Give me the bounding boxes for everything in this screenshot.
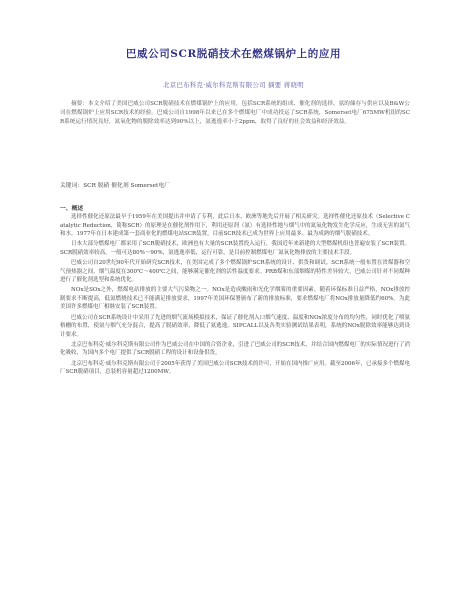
keywords: 关键词：SCR 脱硝 催化剂 Somerset电厂 <box>60 183 170 189</box>
paragraph: 北京巴布科克·威尔科克斯有限公司于2005年获得了美国巴威公司SCR技术的许可，开始在国内推广应用。截至2006年，已承接多个燃煤电厂SCR脱硝项目，总装机容量超过1200MW。 <box>60 360 410 376</box>
abstract <box>60 100 410 128</box>
abstract-text: 摘要：本文介绍了美国巴威公司SCR脱硝技术在燃煤锅炉上的应用，包括SCR系统的组成、催化剂的选择、氨的储存与供应以及B&W公司在燃煤锅炉上应用SCR技术的经验。巴威公司自1998年以来已在多个燃煤电厂中成功投运了SCR系统，Somerset电厂675MW机组的SCR系统运行情况良好，氮氧化物的脱除效率达到90%以上，氨逃逸率小于2ppm，取得了良好的社会效益和经济效益。 <box>60 101 410 125</box>
paragraph: 巴威公司在SCR系统设计中采用了先进的烟气流场模拟技术，保证了催化剂入口烟气速度、温度和NOx浓度分布的均匀性，同时优化了喷氨格栅的布置，使氨与烟气充分混合，提高了脱硝效率，降低了氨逃逸。SIPCALL以及各类实验测试结果表明，系统的NOx脱除效率能够达到设计要求。 <box>60 314 410 338</box>
document-title: 巴威公司SCR脱硝技术在燃煤锅炉上的应用 <box>125 48 342 60</box>
body-text <box>60 213 410 548</box>
author-line: 北京巴布科克·威尔科克斯有限公司 摘要 蒋晓明 <box>163 81 304 89</box>
paragraph: 日本大部分燃煤电厂都采用了SCR脱硝技术，欧洲也有大量的SCR装置投入运行，我国近年来新建的大型燃煤机组也普遍安装了SCR装置。SCR脱硝效率较高，一般可达80%～90%，氨逃逸率低，运行可靠，是目前控制燃煤电厂氮氧化物排放的主要技术手段。 <box>60 241 410 256</box>
section-title: 一、概述 <box>60 206 84 212</box>
paragraph: 巴威公司自20世纪90年代开始研究SCR技术，在美国完成了多个燃煤锅炉SCR系统的设计、供货和调试。SCR系统一般布置在省煤器和空气预热器之间，烟气温度在300℃～400℃之间，能够满足催化剂的活性温度要求。PRB煤和东部烟煤的特性差异较大，巴威公司针对不同煤种进行了催化剂选型和系统优化。 <box>60 259 410 284</box>
paragraph: NOx是SOx之外，燃煤电站排放的主要大气污染物之一。NOx是造成酸雨和光化学烟雾的重要因素。随着环保标准日益严格，NOx排放控制要求不断提高，低氮燃烧技术已不能满足排放要求，1997年美国环保署颁布了新的排放标准，要求燃煤电厂将NOx排放量降低约60%。为此美国许多燃煤电厂相继安装了SCR装置。 <box>60 287 410 311</box>
paragraph: 北京巴布科克·威尔科克斯有限公司作为巴威公司在中国的合资企业，引进了巴威公司的SCR技术，并结合国内燃煤电厂的实际情况进行了消化吸收，为国内多个电厂提供了SCR脱硝工程的设计和设备供货。 <box>60 341 410 357</box>
paragraph: 选择性催化还原法最早于1959年在美国提出并申请了专利，此后日本、欧洲等地先后开展了相关研究。选择性催化还原技术（Selective Catalytic Reduction，简称SCR）的原理是在催化剂作用下，利用还原剂（氨）有选择性地与烟气中的氮氧化物发生化学反应，生成无害的氮气和水。1977年在日本建成第一套商业化的燃煤电站SCR装置，目前SCR技术已成为世界上应用最多、最为成熟的烟气脱硝技术。 <box>60 214 410 238</box>
